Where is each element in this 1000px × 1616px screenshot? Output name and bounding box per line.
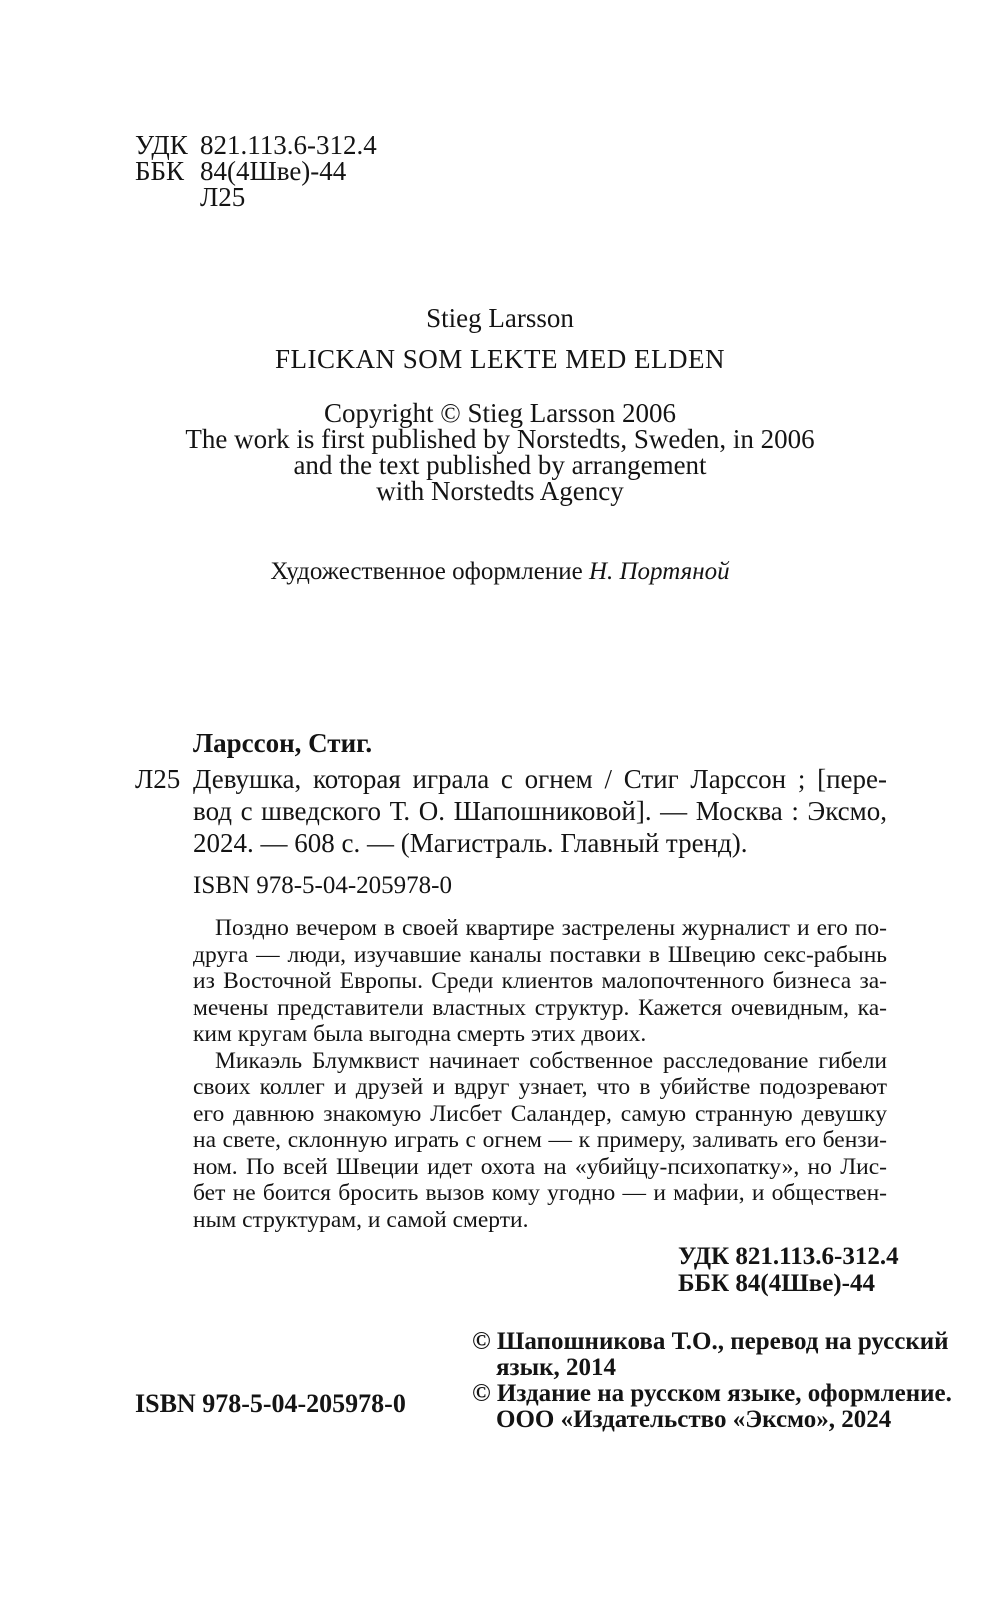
design-credit [0,558,1000,586]
annotation-line-1: Поздно вечером в своей квартире застрелены журналист и его по- [215,915,887,941]
catalog-line-2: вод с шведского Т. О. Шапошниковой]. — Москва : Эксмо, [193,796,887,826]
original-title: FLICKAN SOM LEKTE MED ELDEN [275,344,725,374]
copyright-translation-line-2: язык, 2014 [496,1354,616,1381]
catalog-mark: Л25 [135,764,181,794]
annotation-line-7: своих коллег и друзей и вдруг узнает, что в убийстве подозревают [193,1074,887,1100]
catalog-line-1: Девушка, которая играла с огнем / Стиг Ларссон ; [пере- [193,764,887,794]
catalog-isbn: ISBN 978-5-04-205978-0 [193,872,453,899]
designer-name: Н. Портяной [588,558,730,585]
copyright-line-1: Copyright © Stieg Larsson 2006 [323,398,676,428]
bottom-udk: УДК 821.113.6-312.4 [678,1243,899,1270]
annotation-line-10: ном. По всей Швеции идет охота на «убийцу-психопатку», но Лис- [193,1153,887,1180]
copyright-edition-line-1: © Издание на русском языке, оформление. [472,1380,952,1407]
original-author: Stieg Larsson [426,303,574,333]
bbk-value: 84(4Шве)-44 [200,156,347,186]
catalog-line-3: 2024. — 608 с. — (Магистраль. Главный тренд). [193,828,748,858]
design-label: Художественное оформление [270,558,583,585]
annotation-line-11: бет не боится бросить вызов кому угодно — и мафии, и обществен- [193,1180,887,1206]
annotation-line-12: ным структурам, и самой смерти. [193,1206,529,1233]
annotation-line-8: его давнюю знакомую Лисбет Саландер, самую странную девушку [193,1100,887,1127]
author-mark: Л25 [200,182,246,212]
udk-label: УДК [135,130,188,160]
annotation-line-2: друга — люди, изучавшие каналы поставки в Швецию секс-рабынь [193,941,887,968]
annotation [193,915,887,1233]
copyright-line-2: The work is first published by Norstedts, Sweden, in 2006 [185,424,815,454]
catalog-author-heading: Ларссон, Стиг. [193,728,373,758]
annotation-line-6: Микаэль Блумквист начинает собственное расследование гибели [215,1047,887,1074]
udk-value: 821.113.6-312.4 [200,130,377,160]
copyright-translation-line-1: © Шапошникова Т.О., перевод на русский [472,1328,949,1355]
bottom-bbk: ББК 84(4Шве)-44 [678,1270,875,1297]
catalog-description [193,764,887,860]
copyright-line-4: with Norstedts Agency [376,476,624,506]
isbn-bold: ISBN 978-5-04-205978-0 [135,1389,406,1418]
copyright-edition-line-2: ООО «Издательство «Эксмо», 2024 [496,1406,892,1433]
annotation-line-3: из Восточной Европы. Среди клиентов малопочтенного бизнеса за- [193,968,887,994]
annotation-line-9: на свете, склонную играть с огнем — к примеру, заливать его бензи- [193,1127,887,1153]
bbk-label: ББК [135,156,185,186]
annotation-line-5: ким кругам была выгодна смерть этих двоих. [193,1021,647,1047]
copyright-line-3: and the text published by arrangement [293,450,707,480]
annotation-line-4: мечены представители властных структур. Кажется очевидным, ка- [193,994,887,1021]
